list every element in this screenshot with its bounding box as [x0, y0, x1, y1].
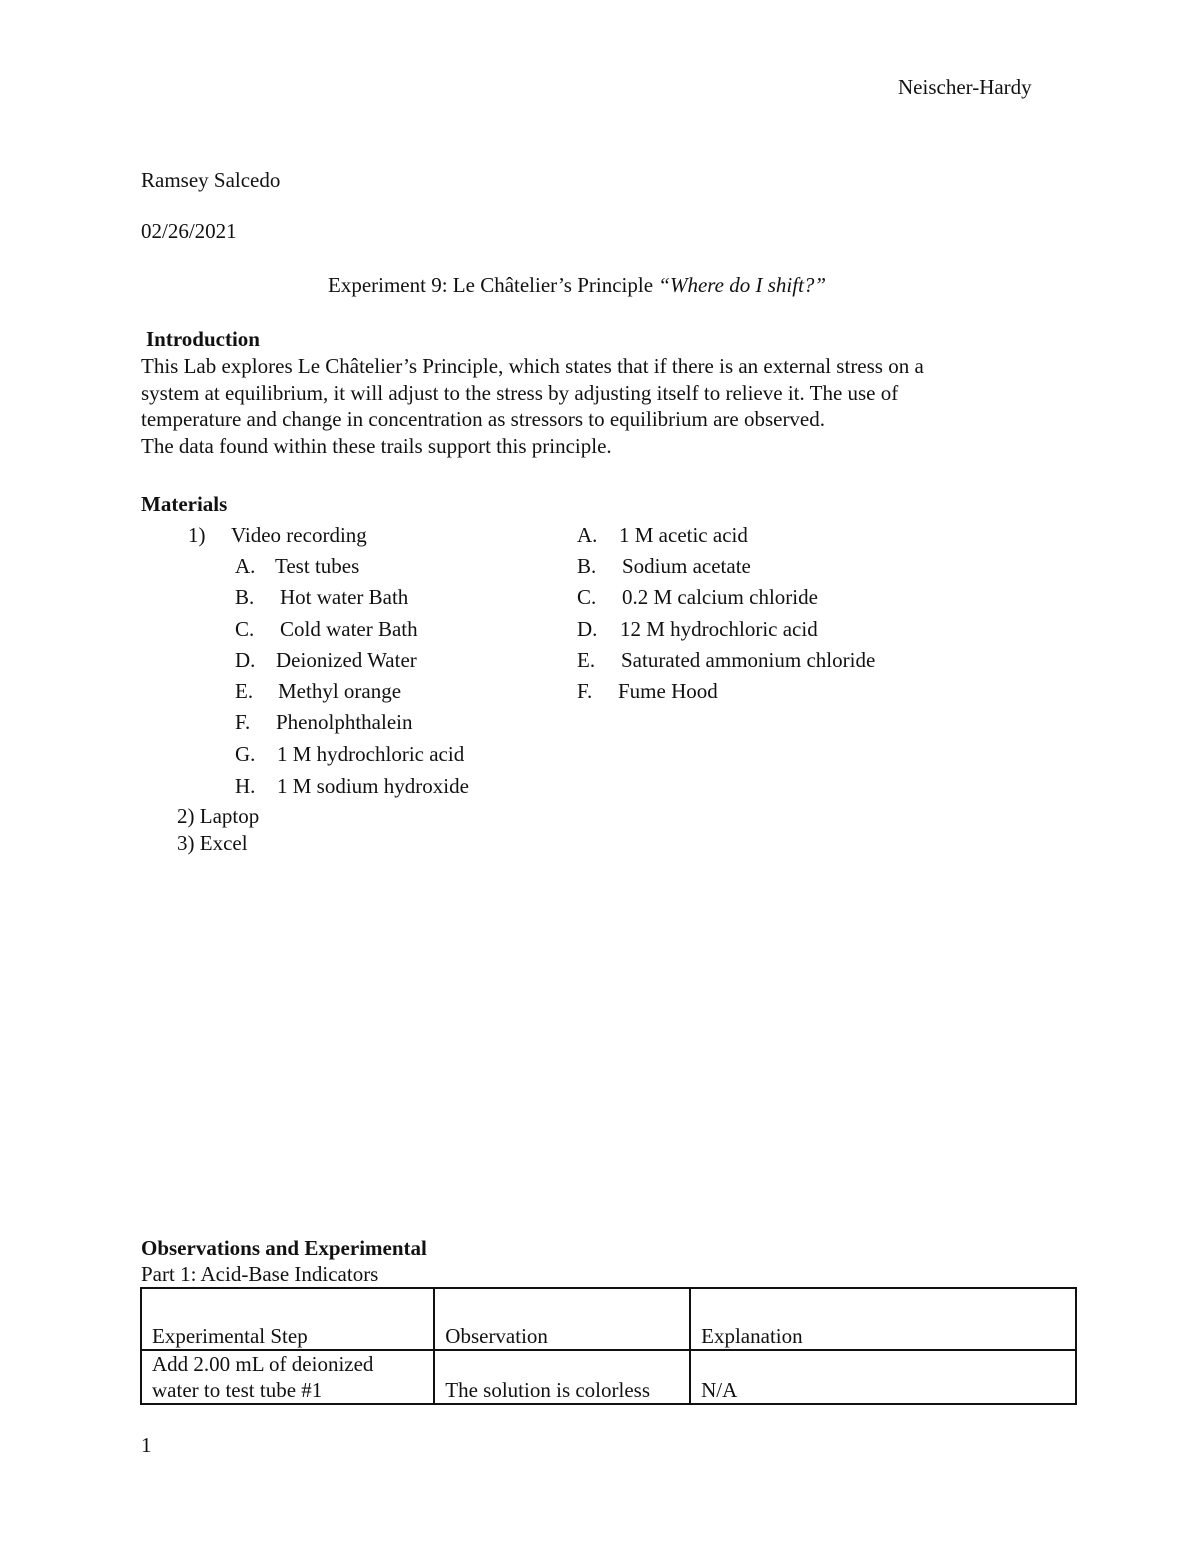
list-item-text: Deionized Water [276, 648, 417, 672]
title-subtitle: “Where do I shift?” [658, 273, 827, 297]
introduction-line: system at equilibrium, it will adjust to the stress by adjusting itself to relieve it. The use of [141, 380, 899, 405]
part-label: Part 1: Acid-Base Indicators [141, 1262, 379, 1286]
page-number: 1 [141, 1433, 152, 1457]
list-letter: F. [235, 710, 251, 734]
cell-text-line: Add 2.00 mL of deionized [152, 1352, 374, 1376]
materials-heading: Materials [141, 492, 228, 516]
introduction-heading: Introduction [146, 327, 260, 351]
document-title [328, 272, 826, 298]
list-item-text: Methyl orange [278, 679, 402, 703]
list-item-text: Hot water Bath [280, 585, 409, 609]
student-name: Ramsey Salcedo [141, 168, 281, 192]
list-letter: D. [577, 617, 598, 641]
list-item-label: Video recording [231, 523, 367, 547]
table-header-row [141, 1288, 1076, 1350]
table-header-cell: Experimental Step [141, 1288, 434, 1350]
table-cell-explanation: N/A [690, 1350, 1076, 1404]
introduction-line: temperature and change in concentration as stressors to equilibrium are observed. [141, 407, 826, 431]
list-letter: C. [235, 617, 255, 641]
table-header-cell: Observation [434, 1288, 690, 1350]
table-header-cell: Explanation [690, 1288, 1076, 1350]
list-number: 1) [188, 523, 206, 547]
list-letter: D. [235, 648, 256, 672]
list-letter: A. [235, 554, 256, 578]
list-item-text: Phenolphthalein [276, 710, 413, 734]
introduction-paragraph [141, 353, 1041, 459]
list-letter: G. [235, 742, 256, 766]
materials-item-excel: 3) Excel [177, 831, 248, 855]
title-main: Experiment 9: Le Châtelier’s Principle [328, 273, 659, 297]
list-letter: E. [235, 679, 254, 703]
list-item-text: 1 M hydrochloric acid [277, 742, 465, 766]
list-item-text: 12 M hydrochloric acid [620, 617, 818, 641]
materials-item-laptop: 2) Laptop [177, 804, 260, 828]
table-cell-observation: The solution is colorless [434, 1350, 690, 1404]
cell-text-line: water to test tube #1 [152, 1378, 323, 1402]
table-cell-step [141, 1350, 434, 1404]
list-item-text: Test tubes [275, 554, 360, 578]
header-author: Neischer-Hardy [898, 75, 1032, 99]
list-item-text: Sodium acetate [622, 554, 751, 578]
list-letter: E. [577, 648, 596, 672]
introduction-line: This Lab explores Le Châtelier’s Principle, which states that if there is an external stress on a [141, 354, 924, 378]
list-item-text: 1 M acetic acid [619, 523, 748, 547]
list-letter: F. [577, 679, 593, 703]
table-row [141, 1350, 1076, 1404]
list-item-text: 0.2 M calcium chloride [622, 585, 818, 609]
list-letter: H. [235, 774, 256, 798]
observations-heading: Observations and Experimental [141, 1236, 427, 1260]
list-letter: B. [577, 554, 597, 578]
list-letter: C. [577, 585, 597, 609]
introduction-line: The data found within these trails support this principle. [141, 433, 612, 458]
list-item-text: Saturated ammonium chloride [621, 648, 876, 672]
report-date: 02/26/2021 [141, 219, 237, 243]
observations-table [140, 1287, 1077, 1405]
list-item-text: 1 M sodium hydroxide [277, 774, 469, 798]
list-letter: A. [577, 523, 598, 547]
list-letter: B. [235, 585, 255, 609]
list-item-text: Cold water Bath [280, 617, 418, 641]
list-item-text: Fume Hood [618, 679, 718, 703]
